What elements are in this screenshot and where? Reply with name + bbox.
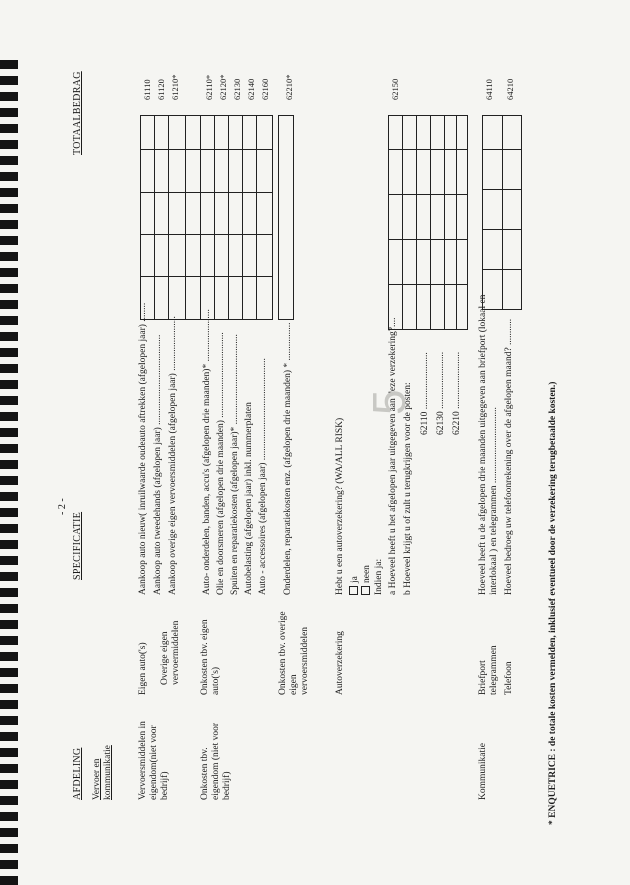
code-61110: 61110	[142, 79, 152, 100]
amount-grid-2	[278, 115, 294, 320]
line-briefport: Hoeveel heeft u de afgelopen drie maanden uitgegeven aan briefport (lokaal en interlokaal ) en telegrammen ................................	[478, 294, 499, 595]
sub-briefport: Briefport telegrammen	[478, 645, 499, 695]
checkbox-ja[interactable]	[349, 586, 358, 595]
line-aankoop-nieuw: Aankoop auto nieuw( inruilwaarde oudeauto aftrekken (afgelopen jaar) ........	[138, 302, 148, 595]
grid-line	[140, 149, 273, 150]
line-olie: Olie en doorsmeren (afgelopen drie maanden) ....................................	[216, 332, 226, 595]
line-b-hoeveel: b Hoeveel krijgt u of zult u terugkrijgen voor de posten:	[403, 382, 413, 595]
grid-line	[430, 115, 431, 330]
line-62210: 62210 ........................	[452, 351, 462, 435]
line-aankoop-overige: Aankoop overige eigen vervoersmiddelen (afgelopen jaar) .......................	[168, 316, 178, 595]
code-61210: 61210*	[170, 74, 180, 100]
grid-line	[242, 115, 243, 320]
line-indien-ja: Indien ja:	[374, 558, 384, 595]
line-62130: 62130 ........................	[436, 351, 446, 435]
grid-line	[456, 115, 457, 330]
amount-grid-1	[140, 115, 273, 320]
grid-line	[200, 115, 201, 320]
page-number: - 2 -	[57, 498, 68, 515]
afdeling-kommunikatie: Kommunikatie	[478, 743, 488, 800]
grid-line	[502, 115, 503, 310]
code-62210: 62210*	[284, 74, 294, 100]
code-62150: 62150	[390, 78, 400, 100]
grid-line	[214, 115, 215, 320]
line-hebt-u: Hebt u een autoverzekering? (WA/ALL RISK)	[335, 417, 345, 595]
line-autobelasting: Autobelasting (afgelopen jaar) inkl. nummerplaten	[244, 402, 254, 595]
option-neen-label: neen	[362, 565, 372, 583]
grid-line	[168, 115, 169, 320]
sub-onkosten-overige: Onkosten tbv. overige eigen vervoersmiddelen	[278, 611, 310, 695]
sub-onkosten-auto: Onkosten tbv. eigen auto('s)	[200, 619, 221, 695]
line-onderdelen-overige: Onderdelen, reparatiekosten enz. (afgelopen drie maanden) * ................	[283, 322, 293, 595]
line-telefoon: Hoeveel bedroeg uw telefoonrekening over de afgelopen maand? ...........	[504, 318, 514, 595]
grid-line	[140, 276, 273, 277]
page-stamp: 5	[363, 389, 415, 415]
code-62120: 62120*	[218, 74, 228, 100]
option-neen[interactable]	[361, 565, 373, 595]
line-62110: 62110 ........................	[420, 352, 430, 435]
option-ja-label: ja	[350, 576, 360, 583]
grid-line	[185, 115, 186, 320]
grid-line	[228, 115, 229, 320]
grid-line	[256, 115, 257, 320]
checkbox-neen[interactable]	[361, 586, 370, 595]
afdeling-vervoersmiddelen: Vervoersmiddelen in eigendom(niet voor bedrijf)	[138, 721, 170, 800]
afdeling-onkosten: Onkosten tbv. eigendom (niet voor bedrijf)	[200, 722, 232, 800]
code-62130: 62130	[232, 78, 242, 100]
code-62140: 62140	[246, 78, 256, 100]
sub-autoverzekering: Autoverzekering	[335, 631, 345, 695]
code-61120: 61120	[156, 79, 166, 100]
sub-overige-vervoer: Overige eigen vervoermiddelen	[160, 620, 181, 685]
grid-line	[140, 192, 273, 193]
code-64110: 64110	[484, 79, 494, 100]
grid-line	[444, 115, 445, 330]
footnote: * ENQUETRICE : de totale kosten vermelden, inklusief eventueel door de verzekering terugbetaalde kosten.)	[548, 381, 558, 825]
header-afdeling: AFDELING	[72, 747, 83, 800]
sub-eigen-autos: Eigen auto('s)	[138, 642, 148, 695]
grid-line	[154, 115, 155, 320]
line-a-hoeveel: a Hoeveel heeft u het afgelopen jaar uitgegeven aan deze verzekering?....	[388, 317, 398, 595]
grid-line	[416, 115, 417, 330]
grid-line	[140, 234, 273, 235]
option-ja[interactable]	[349, 576, 361, 595]
line-aankoop-tweedehands: Aankoop auto tweedehands (afgelopen jaar) ......................................	[153, 334, 163, 595]
line-onderdelen: Auto- onderdelen, banden, accu's (afgelopen drie maanden)* ......................	[202, 309, 212, 595]
header-specificatie: SPECIFICATIE	[72, 511, 83, 580]
line-spuiten: Spuiten en reparatiekosten (afgelopen jaar)* ......................................	[230, 334, 240, 595]
sub-telefoon: Telefoon	[504, 661, 514, 695]
code-64210: 64210	[505, 78, 515, 100]
code-62110: 62110*	[204, 74, 214, 100]
line-accessoires: Auto - accessoires (afgelopen jaar) ...........................................	[258, 358, 268, 595]
header-totaalbedrag: TOTAALBEDRAG	[72, 71, 83, 155]
code-62160: 62160	[260, 78, 270, 100]
section-title: Vervoer en kommunikatie	[92, 745, 113, 800]
grid-line	[402, 115, 403, 330]
